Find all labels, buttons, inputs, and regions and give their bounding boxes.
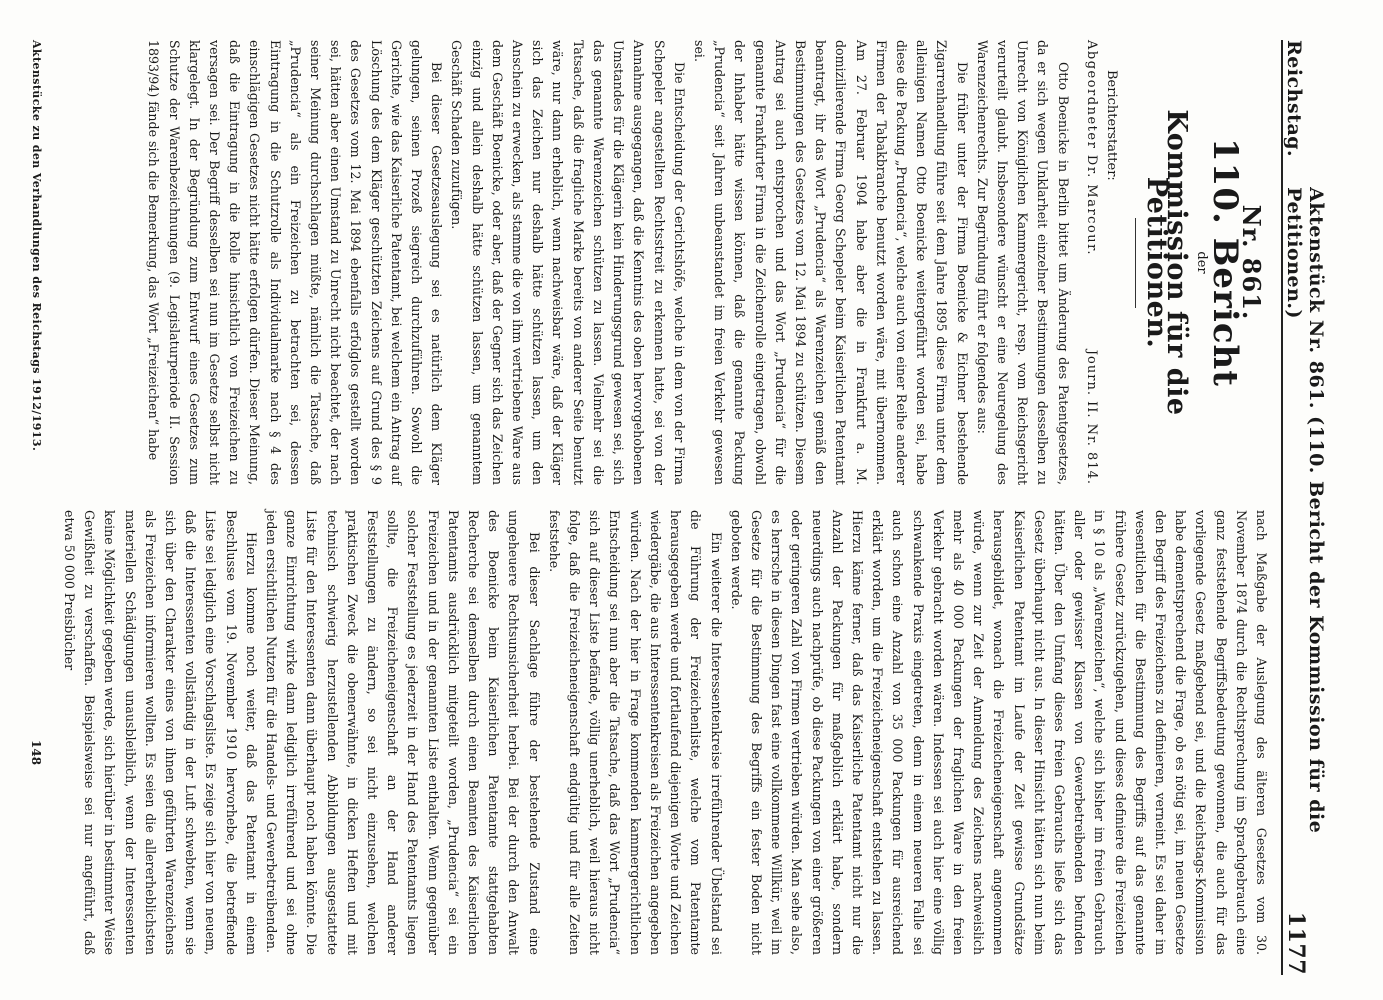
left-paragraph: Die früher unter der Firma Boenicke & Eichner bestehende Zigarrenhandlung führe seit dem Jahre 1895 diese Firma unter dem alleinigen Namen Otto Boenicke weitergeführt worden sei, habe diese die Packung „Prudencia“, welche auch von einer Reihe anderer Firmen der Tabakbranche benutzt worden wäre, mit übernommen. Am 27. Februar 1904 habe aber die in Frankfurt a. M. domizilierende Firma Georg Schepeler beim Kaiserlichen Patentamt beantragt, ihr das Wort „Prudencia“ als Warenzeichen gemäß den Bestimmungen des Gesetzes vom 12. Mai 1894 zu schützen. Diesem Antrag sei auch entsprochen und das Wort „Prudencia“ für die genannte Frankfurter Firma in die Zeichenrolle eingetragen, obwohl der Inhaber hätte wissen können, daß die genannte Packung „Prudencia“ seit Jahren unbeanstandet im freien Verkehr gewesen sei. xyxy=(691,40,970,485)
left-column xyxy=(143,40,1271,485)
page-number: 1177 xyxy=(1283,911,1309,975)
left-paragraph: Otto Boenicke in Berlin bittet um Änderung des Patentgesetzes, da er sich wegen Unklarheit einzelner Bestimmungen desselben zu Unrecht von Königlichen Kammergericht, resp. vom Reichsgericht verurteilt glaubt. Insbesondere wünscht er eine Neuregelung des Warenzeichenrechts. Zur Begründung führt er folgendes aus: xyxy=(974,40,1071,485)
journal-number: Journ. II. Nr. 814. xyxy=(1083,349,1099,485)
reporter-label: Berichterstatter: xyxy=(1103,70,1119,181)
right-paragraph: Ein weiterer die Interessentenkreise irreführender Übelstand sei die Führung der Freizeichenliste, welche vom Patentamte herausgegeben werde und fortlaufend diejenigen Worte und Zeichen wiedergäbe, die aus Interessentenkreisen als Freizeichen angegeben würden. Nach der hier in Frage kommenden kammergerichtlichen Entscheidung sei nun aber die Tatsache, daß das Wort „Prudencia“ sich auf dieser Liste befände, völlig unerheblich, weil hieraus nicht folge, daß die Freizeicheneigenschaft endgültig und für alle Zeiten feststehe. xyxy=(546,510,724,955)
left-paragraph: Die Entscheidung der Gerichtshöfe, welche in dem von der Firma Schepeler angestellten Rechtsstreit zu erkennen hatte, sei von der Annahme ausgegangen, daß die Kenntnis des oben hervorgehobenen Umstandes für die Klägerin kein Hinderungsgrund gewesen sei, sich das genannte Warenzeichen schützen zu lassen. Vielmehr sei die Tatsache, daß die fragliche Marke bereits von anderer Seite benutzt wäre, nur dann erheblich, wenn nachweisbar wäre, daß der Kläger sich das Zeichen nur deshalb hätte schützen lassen, um den Anschein zu erwecken, als stamme die von ihm vertriebene Ware aus dem Geschäft Boenicke, oder aber, daß der Gegner sich das Zeichen einzig und allein deshalb hätte schützen lassen, um genanntem Geschäft Schaden zuzufügen. xyxy=(449,40,687,485)
commission-title: Kommission für die Petitionen. xyxy=(1141,109,1193,416)
header-title: Aktenstück Nr. 861. (110. Bericht der Kommission für die Petitionen.) xyxy=(1283,187,1327,834)
title-divider xyxy=(1135,218,1136,308)
right-paragraph: Hierzu komme noch weiter, daß das Patentamt in einem Beschlusse vom 19. November 1910 hervorhebe, die betreffende Liste sei lediglich eine Vorschlagsliste. Es zeige sich hier von neuem, daß die Interessenten vollständig in der Luft schwebten, wenn sie sich über den Charakter eines von ihnen geführten Warenzeichens als Freizeichen informieren wollten. Es seien die allererheblichsten materiellen Schädigungen unausbleiblich, wenn der Interessenten keine Möglichkeit gegeben werde, sich hierüber in bestimmter Weise Gewißheit zu verschaffen. Beispielsweise sei nur angeführt, daß etwa 50 000 Preisbücher xyxy=(62,510,259,955)
right-column xyxy=(59,510,1271,955)
right-paragraph: nach Maßgabe der Auslegung des älteren Gesetzes vom 30. November 1874 durch die Rechtsprechung im Sprachgebrauch eine ganz feststehende Begriffsbedeutung gewonnen, die auch für das vorliegende Gesetz maßgebend sei, und die Reichstags-Kommission habe dementsprechend die Frage, ob es nötig sei, im neuen Gesetze den Begriff des Freizeichens zu definieren, verneint. Es sei daher im wesentlichen für die Bestimmung des Begriffs auf das genannte frühere Gesetz zurückzugehen, und dieses definiere die Freizeichen in § 10 als „Warenzeichen“, welche sich bisher im freien Gebrauch aller oder gewisser Klassen von Gewerbetreibenden befunden hätten. Über den Umfang dieses freien Gebrauchs ließe sich das Gesetz überhaupt nicht aus. In dieser Hinsicht hätten sich nun beim Kaiserlichen Patentamt im Laufe der Zeit gewisse Grundsätze herausgebildet, wonach die Freizeicheneigenschaft angenommen würde, wenn zur Zeit der Anmeldung des Zeichens nachweislich mehr als 40 000 Packungen der fraglichen Ware in den freien Verkehr gebracht worden wären. Indessen sei auch hier eine völlig schwankende Praxis eingetreten, denn in einem neueren Falle sei auch schon eine Anzahl von 35 000 Packungen für ausreichend erklärt worden, um die Freizeicheneigenschaft entstehen zu lassen. Hierzu käme ferner, daß das Kaiserliche Patentamt nicht nur die Anzahl der Packungen für maßgeblich erklärt habe, sondern neuerdings auch nachprüfe, ob diese Packungen von einer größeren oder geringeren Zahl von Firmen vertrieben würden. Man sehe also, es herrsche in diesen Dingen fast eine vollkommene Willkür, weil im Gesetze für die Bestimmung des Begriffs ein fester Boden nicht geboten werde. xyxy=(728,510,1269,955)
document-number: Nr. 861. xyxy=(1237,204,1266,321)
report-title: 110. Bericht xyxy=(1204,138,1245,387)
title-der: der xyxy=(1193,251,1209,274)
sheet-number: 148 xyxy=(29,740,43,766)
title-block xyxy=(1135,40,1266,485)
page-header xyxy=(1281,40,1327,975)
reporter-line xyxy=(1081,40,1101,485)
reporter-name: Abgeordneter Dr. Marcour. xyxy=(1083,40,1099,257)
left-paragraph: Bei dieser Gesetzesauslegung sei es natürlich dem Kläger gelungen, seinen Prozeß siegreich durchzuführen. Sowohl die Gerichte, wie das Kaiserliche Patentamt, bei welchem ein Antrag auf Löschung des dem Kläger geschützten Zeichens auf Grund des § 9 des Gesetzes vom 12. Mai 1894 ebenfalls erfolglos gestellt worden sei, hätten aber einen Umstand zu Unrecht nicht beachtet, der nach seiner Meinung durchschlagen müßte, nämlich die Tatsache, daß „Prudencia“ als ein Freizeichen zu betrachten sei, dessen Eintragung in die Schutzrolle als Individualmarke nach § 4 des einschlägigen Gesetzes nicht hätte erfolgen dürfen. Dieser Meinung, daß die Eintragung in die Rolle hinsichtlich von Freizeichen zu versagen sei. Der Begriff desselben sei nun im Gesetze selbst nicht klargelegt. In der Begründung zum Entwurf eines Gesetzes zum Schutze der Warenbezeichnungen (9. Legislaturperiode II. Session 1893/94) fände sich die Bemerkung, das Wort „Freizeichen“ habe xyxy=(146,40,445,485)
page-footer: Aktenstücke zu den Verhandlungen des Reichstags 1912/1913. xyxy=(30,40,43,452)
header-reichstag: Reichstag. xyxy=(1283,40,1305,158)
right-paragraph: Bei dieser Sachlage führe der bestehende Zustand eine ungeheuere Rechtsunsicherheit herbei. Bei der durch den Anwalt des Boenicke beim Kaiserlichen Patentamte stattgehabten Recherche sei demselben durch einen Beamten des Kaiserlichen Patentamts ausdrücklich mitgeteilt worden, „Prudencia“ sei ein Freizeichen und in der genannten Liste enthalten. Wenn gegenüber solcher Feststellung es jederzeit in der Hand des Patentamts liegen sollte, die Freizeicheneigenschaft an der Hand anderer Feststellungen zu ändern, so sei nicht einzusehen, welchen praktischen Zweck die obenerwähnte, in dicken Heften und mit technisch schwierig herzustellenden Abbildungen ausgestattete Liste für den Interessenten dann überhaupt noch haben könnte. Die ganze Einrichtung wirke dann lediglich irreführend und sei ohne jeden ersichtlichen Nutzen für die Handels- und Gewerbetreibenden. xyxy=(264,510,542,955)
page-content xyxy=(23,40,1327,975)
